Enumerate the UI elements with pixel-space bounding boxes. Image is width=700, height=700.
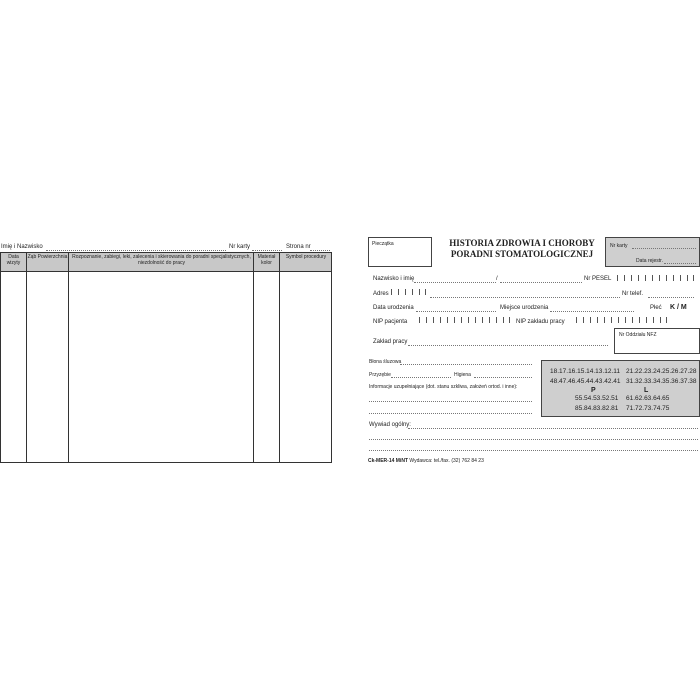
left-header [0, 244, 333, 252]
form-title [442, 238, 602, 260]
mucosa-dotline[interactable] [400, 364, 532, 365]
nip-patient-label: NIP pacjenta [373, 319, 408, 325]
postal-code-boxes[interactable] [391, 289, 426, 295]
teeth-L-marker: L [644, 387, 649, 394]
reg-date-dotline [664, 263, 696, 264]
extra-info-label: Informacje uzupełniające (dot. stanu szkliwa, założeń ortod. i inne): [369, 384, 518, 390]
name-dotline[interactable] [414, 282, 496, 283]
card-label: Nr karty [229, 244, 250, 250]
footer-text: Wydawca: tel./fax. (32) 762 84 23 [409, 458, 484, 464]
name-slash: / [496, 276, 498, 282]
reg-date-label: Data rejestr. [636, 258, 663, 264]
milk-teeth-upper-right: 55.54.53.52.51 [575, 395, 619, 402]
address-label: Adres [373, 291, 389, 297]
column-divider [26, 253, 27, 462]
visits-table [0, 252, 332, 463]
birth-place-dotline[interactable] [550, 311, 634, 312]
title-line-2: PORADNI STOMATOLOGICZNEJ [450, 249, 594, 259]
hygiene-dotline[interactable] [474, 377, 532, 378]
teeth-lower-left: 31.32.33.34.35.36.37.38 [626, 378, 697, 385]
sex-label: Płeć [650, 305, 662, 311]
name-label: Nazwisko i imię [373, 276, 415, 282]
stamp-label: Pieczątka [372, 241, 394, 247]
interview-label: Wywiad ogólny: [369, 422, 411, 428]
teeth-P-marker: P [591, 387, 596, 394]
left-page [0, 244, 333, 464]
col-header-procedure: Symbol procedury [285, 254, 327, 260]
bite-label: Przyzębie [369, 372, 391, 378]
card-number-label: Nr karty [610, 243, 628, 249]
bite-dotline[interactable] [391, 377, 451, 378]
form-footer [368, 458, 484, 464]
col-header-tooth: Ząb Powierzchnia [27, 254, 68, 260]
pesel-boxes[interactable] [617, 275, 694, 281]
column-divider [253, 253, 254, 462]
right-page [364, 233, 700, 471]
col-header-diagnosis: Rozpoznanie, zabiegi, leki, zalecenia i skierowania do poradni specjalistycznych, niezdolność do pracy [72, 254, 251, 266]
page-dotline [310, 250, 330, 251]
table-header [1, 253, 331, 272]
footer-brand: MiNT [395, 458, 409, 464]
interview-dotline-2[interactable] [369, 439, 698, 440]
birth-place-label: Miejsce urodzenia [500, 305, 549, 311]
name-dotline [46, 250, 226, 251]
card-number-dotline [632, 248, 696, 249]
workplace-dotline[interactable] [408, 345, 608, 346]
tooth-chart [541, 360, 700, 417]
nfz-box[interactable] [614, 328, 700, 354]
interview-dotline-3[interactable] [369, 450, 698, 451]
page-label: Strona nr [286, 244, 311, 250]
phone-label: Nr telef. [622, 291, 644, 297]
nip-work-label: NIP zakładu pracy [516, 319, 565, 325]
card-dotline [252, 250, 282, 251]
card-number-box [605, 237, 700, 267]
milk-teeth-lower-left: 71.72.73.74.75 [626, 405, 670, 412]
stamp-box [368, 237, 432, 267]
first-name-dotline[interactable] [500, 282, 582, 283]
milk-teeth-lower-right: 85.84.83.82.81 [575, 405, 619, 412]
nip-patient-boxes[interactable] [419, 317, 510, 323]
column-divider [68, 253, 69, 462]
pesel-label: Nr PESEL [584, 276, 612, 282]
column-divider [279, 253, 280, 462]
extra-dotline-1[interactable] [369, 401, 532, 402]
name-label: Imię i Nazwisko [1, 244, 43, 250]
teeth-upper-right: 18.17.16.15.14.13.12.11 [550, 368, 620, 375]
title-line-1: HISTORIA ZDROWIA I CHOROBY [449, 238, 595, 248]
milk-teeth-upper-left: 61.62.63.64.65 [626, 395, 670, 402]
interview-dotline-1[interactable] [408, 428, 698, 429]
address-dotline[interactable] [430, 297, 620, 298]
teeth-upper-left: 21.22.23.24.25.26.27.28 [626, 368, 697, 375]
mucosa-label: Błona śluzowa [369, 359, 402, 365]
sex-value[interactable]: K / M [670, 304, 687, 311]
footer-code: Ck-MER-14 [368, 458, 395, 464]
workplace-label: Zakład pracy [373, 339, 408, 345]
nfz-label: Nr Oddziału NFZ [619, 332, 657, 338]
phone-dotline[interactable] [648, 297, 694, 298]
extra-dotline-2[interactable] [369, 413, 532, 414]
hygiene-label: Higiena [454, 372, 471, 378]
teeth-lower-right: 48.47.46.45.44.43.42.41 [550, 378, 621, 385]
col-header-date: Data wizyty [6, 254, 21, 266]
nip-work-boxes[interactable] [576, 317, 667, 323]
col-header-material: Materiał kolor [257, 254, 276, 266]
birth-date-dotline[interactable] [416, 311, 496, 312]
birth-date-label: Data urodzenia [373, 305, 414, 311]
